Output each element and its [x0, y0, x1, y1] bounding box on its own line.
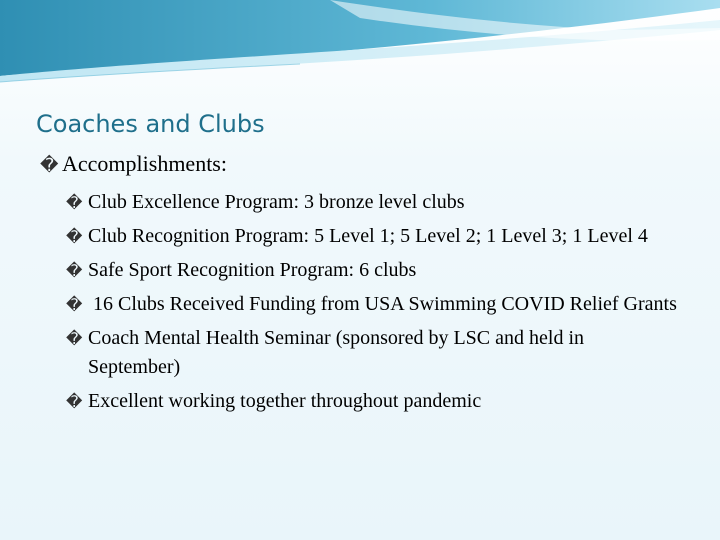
section-heading: [40, 150, 680, 180]
bullet-icon: �: [66, 329, 83, 348]
item-text: 16 Clubs Received Funding from USA Swimming COVID Relief Grants: [88, 293, 677, 315]
section-label: Accomplishments:: [62, 151, 227, 176]
bullet-list: [40, 150, 680, 421]
list-item: [40, 188, 680, 217]
item-text: Club Excellence Program: 3 bronze level clubs: [88, 191, 465, 213]
list-item: [40, 290, 680, 319]
bullet-icon: �: [66, 392, 83, 411]
list-item: [40, 387, 680, 416]
bullet-icon: �: [40, 155, 59, 176]
bullet-icon: �: [66, 261, 83, 280]
wave-decoration: [0, 0, 720, 90]
item-text: Safe Sport Recognition Program: 6 clubs: [88, 259, 417, 281]
item-text: Excellent working together throughout pandemic: [88, 390, 482, 412]
slide-title: Coaches and Clubs: [36, 110, 265, 138]
item-text: Coach Mental Health Seminar (sponsored by LSC and held in September): [88, 327, 585, 378]
bullet-icon: �: [66, 193, 83, 212]
item-text: Club Recognition Program: 5 Level 1; 5 Level 2; 1 Level 3; 1 Level 4: [88, 225, 648, 247]
list-item: [40, 256, 680, 285]
list-item: [40, 324, 680, 382]
list-item: [40, 222, 680, 251]
bullet-icon: �: [66, 227, 83, 246]
bullet-icon: �: [66, 295, 83, 314]
